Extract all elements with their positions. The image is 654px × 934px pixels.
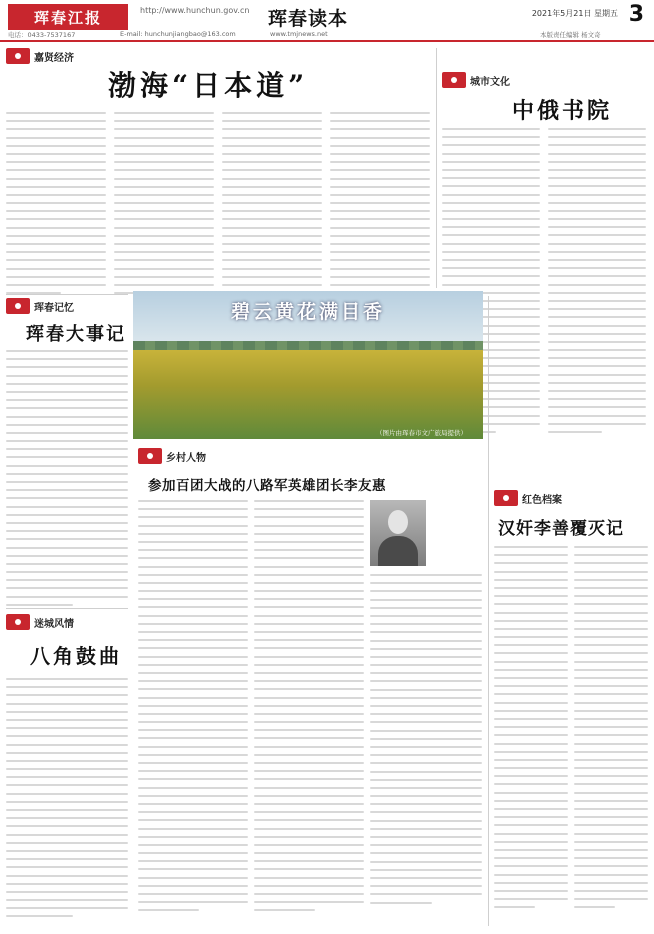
war-article-col-2 — [254, 500, 364, 918]
section-icon — [494, 490, 518, 506]
masthead-divider — [0, 40, 654, 42]
section-header-economy — [6, 48, 74, 64]
main-article-col-4 — [330, 112, 430, 300]
chronicle-headline: 珲春大事记 — [26, 324, 126, 345]
editor-credit: 本版责任编辑 杨文奇 — [540, 31, 601, 39]
portrait-photo — [370, 500, 426, 566]
main-headline: 渤海“日本道” — [108, 69, 309, 102]
photo-headline: 碧云黄花满目香 — [230, 301, 385, 323]
newspaper-logo — [8, 4, 128, 30]
section-header-people — [138, 448, 206, 464]
column-divider — [436, 48, 437, 288]
city-article-col-2 — [548, 128, 646, 439]
main-article-col-2 — [114, 112, 214, 300]
section-icon — [6, 298, 30, 314]
landscape-photo — [133, 291, 483, 439]
section-label: 城市文化 — [470, 76, 510, 88]
main-article-col-3 — [222, 112, 322, 300]
section-icon — [138, 448, 162, 464]
column-divider — [488, 296, 489, 926]
war-article-col-3 — [370, 574, 482, 910]
section-label: 迷城风情 — [34, 618, 74, 630]
contact-email[interactable]: E-mail: hunchunjiangbao@163.com — [120, 30, 236, 38]
newspaper-logo-text: 珲春江报 — [33, 8, 102, 27]
city-headline: 中俄书院 — [512, 98, 613, 124]
chronicle-article — [6, 350, 128, 612]
section-icon — [6, 614, 30, 630]
section-label: 珲春记忆 — [34, 302, 74, 314]
section-header-city — [442, 72, 510, 88]
top-url[interactable]: http://www.hunchun.gov.cn — [140, 6, 250, 15]
hero-headline: 汉奸李善覆灭记 — [498, 519, 624, 539]
section-icon — [6, 48, 30, 64]
row-divider — [6, 294, 128, 295]
section-icon — [442, 72, 466, 88]
section-header-custom — [6, 614, 74, 630]
section-label: 红色档案 — [522, 494, 562, 506]
page-section-title: 珲春读本 — [268, 8, 349, 30]
drum-article-col-1 — [6, 678, 128, 924]
section-label: 乡村人物 — [166, 452, 206, 464]
section-header-chronicle — [6, 298, 74, 314]
row-divider — [6, 608, 128, 609]
page-number: 3 — [628, 2, 644, 27]
section-header-red — [494, 490, 562, 506]
war-article-col-1 — [138, 500, 248, 918]
hero-article-col-2 — [574, 546, 648, 914]
drum-headline: 八角鼓曲 — [30, 644, 122, 668]
war-hero-headline: 参加百团大战的八路军英雄团长李友惠 — [148, 478, 386, 494]
issue-date: 2021年5月21日 星期五 — [531, 9, 618, 18]
contact-bar — [0, 30, 654, 40]
website[interactable]: www.tmjnews.net — [270, 30, 328, 38]
photo-caption: （图片由珲春市文广旅局提供） — [376, 429, 467, 437]
hero-article-col-1 — [494, 546, 568, 914]
contact-phone: 电话：0433-7537167 — [8, 31, 76, 39]
main-article-col-1 — [6, 112, 106, 300]
section-label: 嘉贤经济 — [34, 52, 74, 64]
